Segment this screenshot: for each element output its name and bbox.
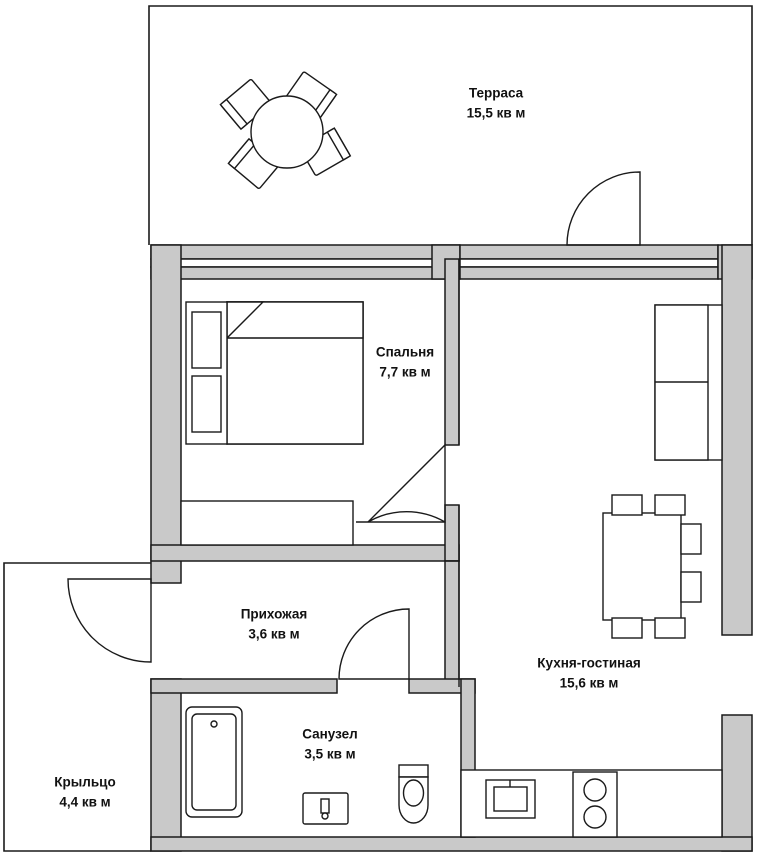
bedroom-furniture [181, 302, 363, 545]
room-area-bedroom: 7,7 кв м [379, 364, 431, 379]
room-area-kitchen: 15,6 кв м [559, 675, 619, 690]
kitchen-living-furniture [461, 305, 722, 837]
room-area-porch: 4,4 кв м [59, 794, 111, 809]
room-name-bedroom: Спальня [375, 344, 435, 360]
room-name-kitchen: Кухня-гостиная [537, 655, 641, 671]
room-name-hallway: Прихожая [240, 606, 308, 622]
room-area-hallway: 3,6 кв м [248, 626, 300, 641]
room-name-bathroom: Санузел [302, 726, 358, 742]
door-entrance [68, 579, 151, 662]
room-area-terrace: 15,5 кв м [466, 105, 526, 120]
room-name-terrace: Терраса [468, 85, 524, 101]
room-name-porch: Крыльцо [54, 774, 116, 790]
bathroom-fixtures [186, 707, 428, 824]
door-bedroom [356, 445, 445, 522]
door-bathroom [339, 609, 409, 679]
room-area-bathroom: 3,5 кв м [304, 746, 356, 761]
door-terrace [567, 172, 640, 245]
terrace-furniture [220, 71, 350, 189]
